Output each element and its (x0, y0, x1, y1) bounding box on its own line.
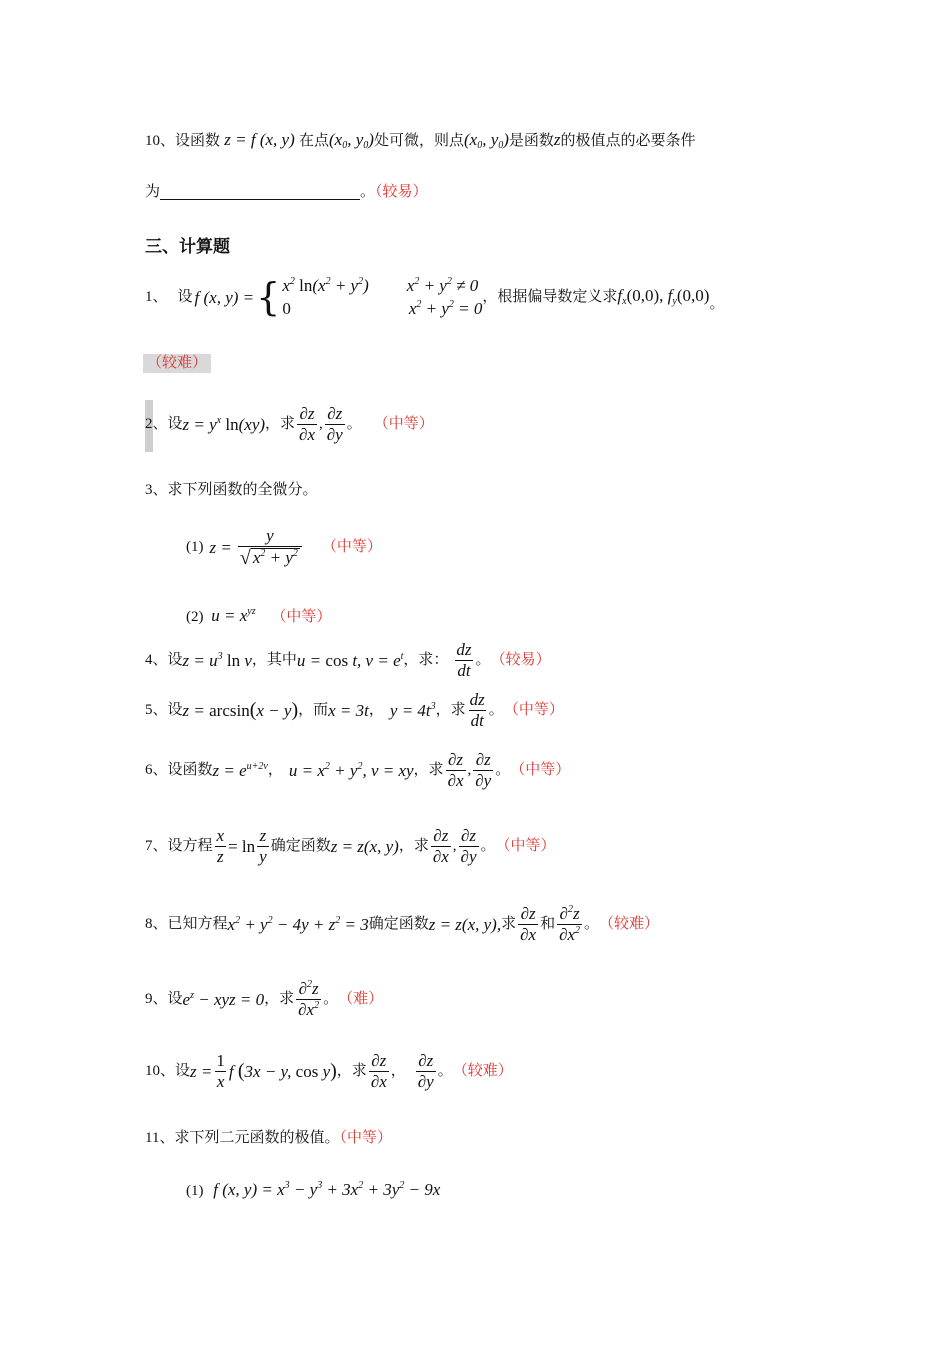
text: ，求 (264, 990, 295, 1007)
partial-fraction: $\frac{\partial z}{\partial x}$ (447, 750, 464, 790)
target-expr: $f_x(0,0)$, $f_y(0,0)$ (617, 286, 710, 307)
partial-fraction: $\frac{\partial z}{\partial x}$ (299, 404, 315, 444)
text: 已知方程 (167, 915, 228, 932)
text: 。 (709, 295, 725, 312)
difficulty-tag: （较难） (599, 915, 660, 932)
text: 求下列函数的全微分。 (167, 482, 318, 498)
text: , (319, 415, 323, 432)
sub-label: (2) (186, 609, 204, 625)
problem-5 (145, 691, 564, 730)
expr: $z = y^x$ ln(xy) (182, 414, 266, 434)
second-partial-fraction: $\frac{\partial^2z}{\partial x^2}$ (298, 979, 320, 1019)
problem-11 (145, 1131, 392, 1146)
partial-fraction: $\frac{\partial z}{\partial y}$ (326, 404, 343, 444)
text: 确定函数 (368, 915, 429, 932)
derivative-fraction: $\frac{dz}{dt}$ (469, 690, 485, 730)
text: ，求 (265, 415, 296, 432)
lhs: f (x, y) = (194, 287, 255, 307)
text: 是函数 (508, 133, 554, 149)
text: 设 (167, 651, 183, 668)
problem-1 (145, 277, 724, 317)
z-var: z (553, 130, 561, 149)
difficulty-tag: （中等） (495, 837, 556, 854)
problem-number: 1、 (145, 288, 168, 305)
expr: f (x, $y) = x^3 - y^3 + 3x^2 + 3y^2 - 9x$ (213, 1180, 441, 1199)
text: 。 (346, 415, 362, 432)
text: ，根据偏导数定义求 (482, 288, 618, 305)
text: 在点 (299, 133, 330, 149)
sub-label: (1) (186, 1183, 204, 1199)
problem-4 (145, 641, 551, 680)
problem-number: 10、 (145, 1062, 176, 1079)
problem-number: 4、 (145, 651, 168, 668)
text: 设 (177, 288, 193, 305)
text: , (467, 761, 472, 778)
problem-11-sub-1 (186, 1181, 440, 1199)
text: 设 (167, 701, 183, 718)
difficulty-tag: （较易） (375, 184, 428, 200)
text: 求 (501, 915, 517, 932)
problem-number: 8、 (145, 915, 168, 932)
expr: f (3x − y, cos y) (228, 1060, 337, 1083)
partial-fraction: $\frac{\partial z}{\partial y}$ (460, 826, 477, 866)
text: 。 (584, 915, 600, 932)
section-title: 三、计算题 (145, 237, 230, 257)
difficulty-tag: （中等） (510, 761, 571, 778)
condition: $u = x^2 + y^2$, v = xy (288, 760, 414, 780)
difficulty-tag: （中等） (503, 701, 564, 718)
expr: $z = e^{u+2v}$ (212, 760, 268, 780)
problem-9 (145, 980, 383, 1019)
text: ，求： (403, 651, 449, 668)
difficulty-tag: （中等） (339, 1130, 392, 1146)
difficulty-tag: （中等） (271, 609, 332, 625)
problem-number: 2、 (145, 415, 168, 432)
text: ，而 (298, 701, 329, 718)
problem-number: 5、 (145, 701, 168, 718)
difficulty-tag: （较易） (490, 651, 551, 668)
text: 。 (475, 651, 491, 668)
problem-number: 6、 (145, 761, 168, 778)
difficulty-tag: （较难） (143, 354, 211, 373)
text: , (452, 837, 457, 854)
partial-fraction: $\frac{\partial z}{\partial y}$ (417, 1051, 434, 1091)
expr: $z = u^3$ ln v (182, 650, 252, 670)
problem-number: 7、 (145, 837, 168, 854)
text: 。 (323, 990, 339, 1007)
text: 设 (167, 415, 183, 432)
problem-3-sub-1 (186, 527, 382, 569)
condition: u = cos t, $v = e^t$ (296, 650, 404, 670)
sub-label: (1) (186, 539, 204, 556)
text: 。 (437, 1062, 453, 1079)
point-expr: ($x_0$, $y_0$) (329, 130, 374, 151)
function-expr: z = f (x, y) (220, 130, 299, 149)
text: ，其中 (251, 651, 297, 668)
problem-8 (145, 905, 659, 944)
expr: $e^z$ − xyz = 0 (182, 989, 265, 1009)
fraction: $\frac{1}{x}$ (216, 1051, 225, 1091)
text: 和 (540, 915, 556, 932)
lhs: z = (209, 538, 232, 558)
text: ， (368, 701, 384, 718)
expr: z = arcsin(x − y) (182, 699, 299, 722)
derivative-fraction: $\frac{dz}{dt}$ (456, 640, 472, 680)
problem-10 (145, 1052, 513, 1091)
text: ，求 (413, 761, 444, 778)
problem-7 (145, 827, 556, 866)
func: z = z(x, y) (330, 836, 399, 856)
text: 。 (480, 837, 496, 854)
difficulty-tag: （难） (338, 990, 384, 1007)
text: 。 (495, 761, 511, 778)
text: = ln (228, 836, 256, 856)
problem-number: 3、 (145, 482, 168, 498)
text: 为 (145, 184, 161, 200)
fraction: y √ $x^2 + y^2$ (238, 527, 302, 569)
partial-fraction: $\frac{\partial z}{\partial x}$ (520, 904, 537, 944)
partial-fraction: $\frac{\partial z}{\partial x}$ (370, 1051, 387, 1091)
fraction: $\frac{x}{z}$ (216, 826, 225, 866)
case-1: $x^2$ $\ln(x^2 + y^2) x^2 + y^2 \ne 0$ (282, 276, 479, 295)
text: 的极值点的必要条件 (560, 133, 696, 149)
difficulty-tag: （较难） (452, 1062, 513, 1079)
point-expr: ($x_0$, $y_0$) (463, 130, 509, 151)
expr: $x^2 + y^2 - 4y + z^2 = 3$ (227, 914, 369, 934)
case-2: 0 $x^2 + y^2 = 0$ (282, 299, 483, 318)
difficulty-tag: （中等） (373, 415, 434, 432)
partial-fraction: $\frac{\partial z}{\partial y}$ (475, 750, 492, 790)
partial-fraction: $\frac{\partial z}{\partial x}$ (432, 826, 449, 866)
expr: $u = x^{yz}$ (211, 606, 256, 625)
text: ， (267, 761, 283, 778)
text: 。 (488, 701, 504, 718)
text: ，求 (398, 837, 429, 854)
problem-2 (145, 405, 434, 444)
func: z = z(x, y), (428, 914, 502, 934)
problem-6 (145, 751, 570, 790)
fill-q10-line1 (145, 131, 696, 151)
problem-3 (145, 483, 318, 498)
condition: $y = 4t^3$ (389, 700, 436, 720)
text: 确定函数 (270, 837, 331, 854)
text: 设 (175, 1062, 191, 1079)
difficulty-tag: （中等） (321, 539, 382, 556)
brace-icon: { (256, 275, 281, 319)
text: ， (390, 1062, 406, 1079)
fill-q10-line2 (145, 183, 428, 200)
problem-3-sub-2 (186, 607, 331, 625)
fraction: $\frac{z}{y}$ (259, 826, 267, 866)
problem-number: 9、 (145, 990, 168, 1007)
text: ，求 (336, 1062, 367, 1079)
text: 设方程 (167, 837, 213, 854)
condition: x = 3t (328, 700, 369, 720)
text: 设函数 (167, 761, 213, 778)
answer-blank[interactable] (160, 183, 360, 200)
q-number: 10、设函数 (145, 133, 221, 149)
second-partial-fraction: $\frac{\partial^2z}{\partial x^2}$ (559, 904, 581, 944)
text: 求下列二元函数的极值。 (174, 1130, 340, 1146)
problem-number: 11、 (145, 1130, 175, 1146)
text: ，求 (435, 701, 466, 718)
text: 。 (360, 184, 376, 200)
piecewise-cases (282, 277, 482, 317)
text: 设 (167, 990, 183, 1007)
lhs: z = (190, 1061, 213, 1081)
text: 处可微，则点 (373, 133, 464, 149)
